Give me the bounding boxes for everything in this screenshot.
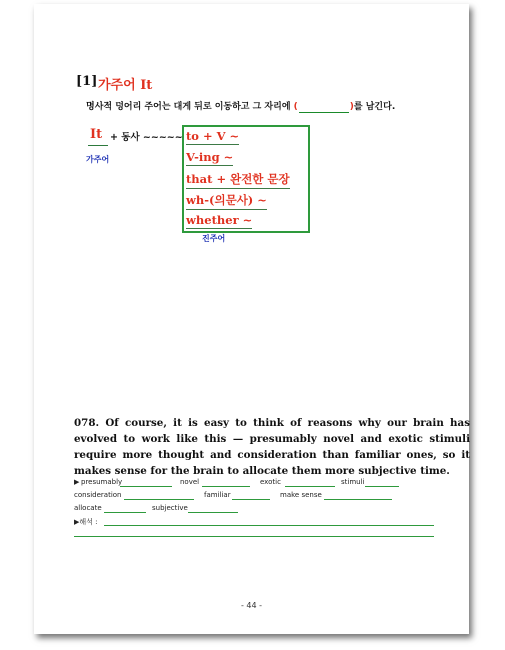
passage-text: 078. Of course, it is easy to think of reasons why our brain has evolved to work like this — presumably novel and exotic stimuli require more thought and consideration than familiar ones, so it makes sense for the brain to allocate them more subjective time. <box>74 417 470 477</box>
translation-line-1 <box>104 525 434 526</box>
vocab-word: familiar <box>204 491 231 499</box>
dummy-subject-label: 가주어 <box>86 155 110 164</box>
vocab-blank <box>324 499 392 500</box>
section-description <box>86 99 395 113</box>
option-wh-clause: wh-(의문사) ~ <box>186 192 267 210</box>
verb-part: + 동사 ~~~~~ <box>110 132 183 143</box>
option-whether-clause: whether ~ <box>186 213 253 227</box>
vocab-word: consideration <box>74 491 122 499</box>
vocab-word: subjective <box>152 504 188 512</box>
translation-label: ▶해석 : <box>74 518 98 526</box>
vocab-blank <box>104 512 146 513</box>
vocab-blank <box>124 499 194 500</box>
vocab-blank <box>202 486 250 487</box>
real-subject-box <box>182 125 310 233</box>
section-title: 가주어 It <box>98 78 153 93</box>
blank-open: ( <box>293 102 298 112</box>
page-number: - 44 - <box>240 601 263 610</box>
vocab-blank <box>232 499 270 500</box>
option-to-infinitive: to + V ~ <box>186 129 240 143</box>
vocab-blank <box>188 512 238 513</box>
vocab-marker: ▶ <box>74 478 80 486</box>
vocab-blank <box>365 486 399 487</box>
vocab-word: stimuli <box>341 478 365 486</box>
vocab-blank <box>285 486 335 487</box>
section-number: [1] <box>76 74 98 89</box>
real-subject-label: 진주어 <box>202 234 226 243</box>
vocab-word: make sense <box>280 491 322 499</box>
document-page <box>34 4 469 634</box>
vocab-word: allocate <box>74 504 102 512</box>
description-text: 명사적 덩어리 주어는 대게 뒤로 이동하고 그 자리에 <box>86 102 291 112</box>
vocab-word: presumably <box>81 478 123 486</box>
it-underline <box>88 145 108 146</box>
vocab-word: novel <box>180 478 200 486</box>
vocab-blank <box>120 486 172 487</box>
description-end: 를 남긴다. <box>353 102 396 112</box>
fill-blank <box>299 102 349 113</box>
option-that-clause: that + 완전한 문장 <box>186 171 290 189</box>
vocab-word: exotic <box>260 478 281 486</box>
option-gerund: V-ing ~ <box>186 150 234 164</box>
dummy-subject-it: It <box>90 127 103 142</box>
blank-close: ) <box>349 102 354 112</box>
translation-line-2 <box>74 536 434 537</box>
